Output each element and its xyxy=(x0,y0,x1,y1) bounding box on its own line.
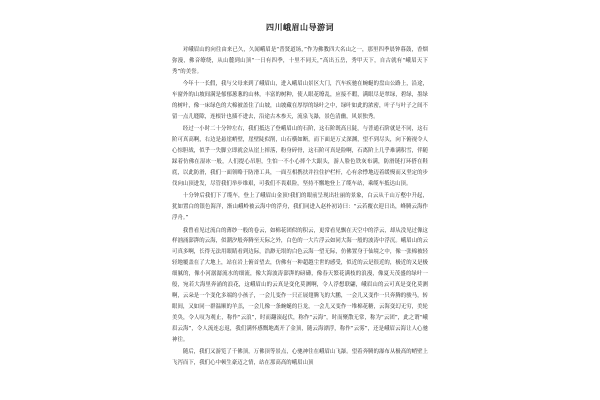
paragraph-scenery: 今年十一长假，我与父母来到了峨眉山，进入峨眉山景区大门，汽车疾驰在蜿蜒的盘山公路上，沿途，车窗外的山坡间满是郁郁葱葱的山林，丰富的树种，使人眼花缭乱，应接不暇，满眼尽是翠绿，碧绿，墨绿的树叶，像一床绿色的大棉被盖住了山坡，山坡藏在厚厚的绿叶之中，绿叶如此的浓密，叶子与叶子之间不留一点儿缝隙，连根针也插不进去，沿途古木参天，流泉飞瀑，景色清幽，风景独秀。 xyxy=(172,81,428,120)
paragraph-later-visits: 随后，我们又游览了千佛顶，万佛顶等景点，心驰神往在峨眉山飞瀑。望着奔腾的瀑布从极高的峭壁上飞泻而下，我们心中顿生豪迈之情，站在那高高的峨眉山顶 xyxy=(172,348,428,366)
paragraph-sea-of-clouds: 我曾看见过流白的薄纱一般的卷云，如棉花团似的积云，更常看见飘在天空中的浮云，却从没见过像这样汹涌澎湃的云海，似潮汐般奔腾至天际之外，白色的一大片浮云如同大海一般的波涛中浮沉。峨眉山的云可真多啊，长得无法用眼睛看到边际，浩渺无垠的白色云海一望无际，仿佛置身于仙境之中，像一张棉被轻轻地覆盖在了大地上，站在岩上俯首望去，仿佛有一种超越尘世的感受，似近的云是很近的，极近的又是极细腻的，像小河潺潺流水的细流，像大海波涛澎湃的磅礴，像春天繁花满枝的浪漫，像夏天茂盛的绿叶一般，宛若大海里奔涌的浪花，这峨眉山的云真是变化莫测啊，令人浮想联翩，峨眉山的云可真是变化莫测啊，云朵是一个变化多端的小孩子，一会儿变作一只正展翅腾飞的大鹏，一会儿又变作一只奔腾的骏马，转眼间，又如同一群温顺的羊羔，一会儿像一条蜿蜒的巨龙，一会儿又变作一堆棉花糖，云海变幻无穷，美轮美奂，令人叹为观止，称作“云浪”，时而翻滚起伏，称作“云海”，时而聚散无常，称为“云团”，此之谓“峨眉云海”，令人流连忘返，我们满怀感慨地离开了金顶，随云海漂浮，称作“云雾”，还是峨眉云海让人心驰神往。 xyxy=(172,227,428,343)
page-title: 四川峨眉山导游词 xyxy=(266,23,334,32)
article-body xyxy=(172,45,428,370)
paragraph-intro: 对峨眉山的向往由来已久，久闻峨眉是“普贤道场，”作为佛教四大名山之一，那里四季晨钟暮鼓，香烟弥漫，佛音缭绕，从山麓到山顶“一日有四季，十里不同天，”高出五岳，秀甲天下，自古就有“峨眉天下秀”的美誉。 xyxy=(172,47,428,75)
paragraph-golden-summit: 十分钟后我们下了缆车，登上了峨眉山金顶!我们的眼前呈现出壮丽的景象，白云从千山万壑中升起，犹如置白的银色海洋，渐山峨岭被云海中的浮舟，我们同进入赵朴初诗曰：“云若覆衣迎日出，峰腾云海作浮舟。” xyxy=(172,193,428,222)
paragraph-stone-steps: 经过一小时二十分钟左右，我们抵达了登峨眉山的石阶，这石阶既高且陡，与普通石阶就是不同，这石阶可真高啊，右边是悬崖峭壁，崖壁陡似削，山石横如断，而下面是万丈深渊，望不到尽头，向下俯视令人心惊胆战，似乎一失脚立即就会从崖上摔落，粉身碎骨，这石阶可真是险啊，石离阶上几乎难满积雪，伴随踩着仿佛在湿冰一般，人们提心吊胆，生怕一不小心摔个大跟头，游人脸色铁灰布满，防滑链打环搭在鞋底，以此防滑，我们一面领略于防滑工具，一面互相携扶并拄住护栏杆，心有余悸地迈着缓慢而又坚定的步伐向山顶进发，尽管我们举步维艰，可我们不畏艰险，坚持不懈地登上了缆车站，乘缆车抵达山顶。 xyxy=(172,126,428,187)
